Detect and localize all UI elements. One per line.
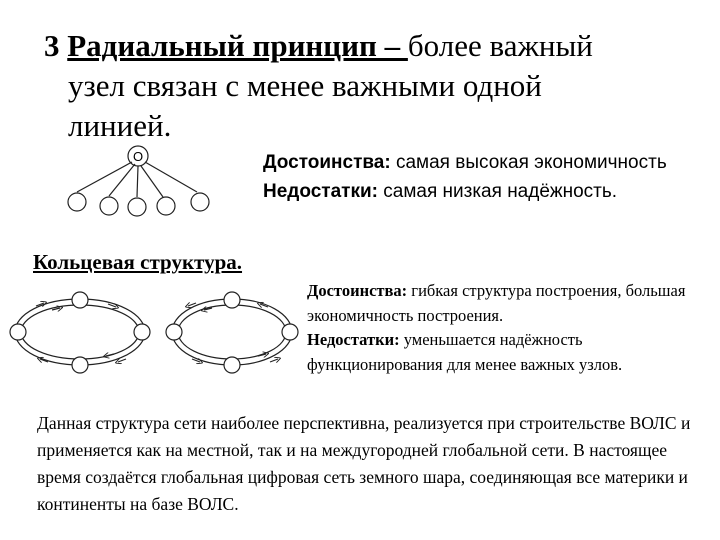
conclusion-paragraph: Данная структура сети наиболее перспективна, реализуется при строительстве ВОЛС и применяется как на местной, так и на междугородней глобальной сети. В настоящее время создаётся глобальная цифровая сеть земного шара, соединяющая все материки и континенты на базе ВОЛС. <box>37 413 691 514</box>
ring-node <box>224 357 240 373</box>
radial-info <box>263 148 720 206</box>
ring-node <box>72 292 88 308</box>
radial-leaf-node-4 <box>157 197 175 215</box>
radial-leaf-node-3 <box>128 198 146 216</box>
radial-center-label: О <box>132 149 144 164</box>
heading-line-1 <box>44 26 704 66</box>
ring-outer <box>15 299 145 365</box>
ring-title: Кольцевая структура. <box>33 250 243 274</box>
ring-advantages-label: Достоинства: <box>307 281 408 300</box>
ring-node <box>166 324 182 340</box>
ring-disadvantages-text: уменьшается надёжность функционирования для менее важных узлов. <box>307 330 623 374</box>
ring-node <box>134 324 150 340</box>
ring-arrow <box>270 359 278 362</box>
ring-node <box>72 357 88 373</box>
ring-outer <box>172 299 292 365</box>
ring-inner <box>178 305 286 359</box>
radial-leaf-node-5 <box>191 193 209 211</box>
radial-leaf-node-2 <box>100 197 118 215</box>
radial-disadvantages-text: самая низкая надёжность. <box>377 181 618 202</box>
radial-advantages-label: Достоинства: <box>263 152 391 173</box>
ring-inner <box>21 305 139 359</box>
heading-line-3: линией. <box>68 108 172 143</box>
ring-node <box>282 324 298 340</box>
ring-info <box>307 279 717 377</box>
heading-line-2: узел связан с менее важными одной <box>68 68 542 103</box>
radial-link-3 <box>137 166 138 197</box>
radial-advantages <box>263 148 720 177</box>
ring-diagram-right <box>160 283 310 383</box>
ring-diagram-left <box>8 283 168 383</box>
radial-disadvantages <box>263 177 720 206</box>
radial-disadvantages-label: Недостатки: <box>263 181 378 202</box>
radial-link-2 <box>109 164 135 196</box>
slide-heading <box>44 26 704 146</box>
radial-advantages-text: самая высокая экономичность <box>390 152 667 173</box>
radial-leaf-node-1 <box>68 193 86 211</box>
heading-rest: более важный <box>407 28 593 63</box>
ring-node <box>10 324 26 340</box>
ring-disadvantages-label: Недостатки: <box>307 330 400 349</box>
radial-diagram <box>55 140 235 225</box>
heading-number: 3 <box>44 28 68 63</box>
ring-node <box>224 292 240 308</box>
radial-link-5 <box>145 162 197 192</box>
ring-advantages-text: гибкая структура построения, большая экономичность построения. <box>307 281 686 325</box>
ring-arrow <box>118 359 126 362</box>
heading-underlined: Радиальный принцип – <box>67 28 408 63</box>
